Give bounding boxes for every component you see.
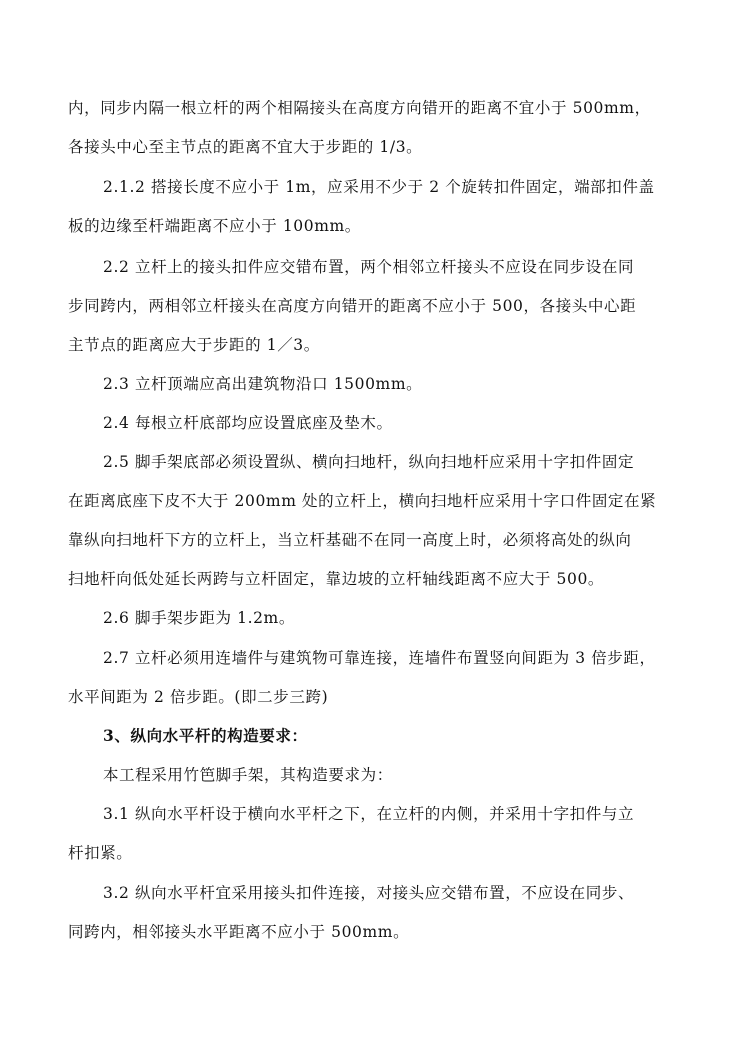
paragraph-line: 各接头中心至主节点的距离不宜大于步距的 1/3。 <box>68 138 423 156</box>
paragraph-line: 2.2 立杆上的接头扣件应交错布置，两个相邻立杆接头不应设在同步设在同 <box>103 258 635 276</box>
paragraph-line: 2.1.2 搭接长度不应小于 1m，应采用不少于 2 个旋转扣件固定，端部扣件盖 <box>103 178 655 196</box>
paragraph-line: 本工程采用竹笆脚手架，其构造要求为： <box>103 766 393 784</box>
paragraph-line: 杆扣紧。 <box>68 844 133 862</box>
paragraph-line: 2.6 脚手架步距为 1.2m。 <box>103 609 295 627</box>
paragraph-line: 靠纵向扫地杆下方的立杆上，当立杆基础不在同一高度上时，必须将高处的纵向 <box>68 531 632 549</box>
paragraph-line: 同跨内，相邻接头水平距离不应小于 500mm。 <box>68 923 410 941</box>
paragraph-line: 在距离底座下皮不大于 200mm 处的立杆上，横向扫地杆应采用十字口件固定在紧 <box>68 492 657 510</box>
paragraph-line: 扫地杆向低处延长两跨与立杆固定，靠边坡的立杆轴线距离不应大于 500。 <box>68 570 605 588</box>
paragraph-line: 内，同步内隔一根立杆的两个相隔接头在高度方向错开的距离不宜小于 500mm， <box>68 99 651 117</box>
paragraph-line: 3.2 纵向水平杆宜采用接头扣件连接，对接头应交错布置，不应设在同步、 <box>103 884 635 902</box>
paragraph-line: 2.5 脚手架底部必须设置纵、横向扫地杆，纵向扫地杆应采用十字扣件固定 <box>103 453 635 471</box>
paragraph-line: 2.4 每根立杆底部均应设置底座及垫木。 <box>103 414 393 432</box>
paragraph-line: 3.1 纵向水平杆设于横向水平杆之下，在立杆的内侧，并采用十字扣件与立 <box>103 805 635 823</box>
paragraph-line: 2.7 立杆必须用连墙件与建筑物可靠连接，连墙件布置竖向间距为 3 倍步距， <box>103 649 656 667</box>
paragraph-line: 步同跨内，两相邻立杆接头在高度方向错开的距离不应小于 500，各接头中心距 <box>68 297 637 315</box>
paragraph-line: 2.3 立杆顶端应高出建筑物沿口 1500mm。 <box>103 375 423 393</box>
paragraph-line: 板的边缘至杆端距离不应小于 100mm。 <box>68 217 361 235</box>
paragraph-line: 主节点的距离应大于步距的 1／3。 <box>68 336 320 354</box>
paragraph-line: 水平间距为 2 倍步距。(即二步三跨) <box>68 688 329 706</box>
section-heading: 3、纵向水平杆的构造要求： <box>103 726 308 745</box>
